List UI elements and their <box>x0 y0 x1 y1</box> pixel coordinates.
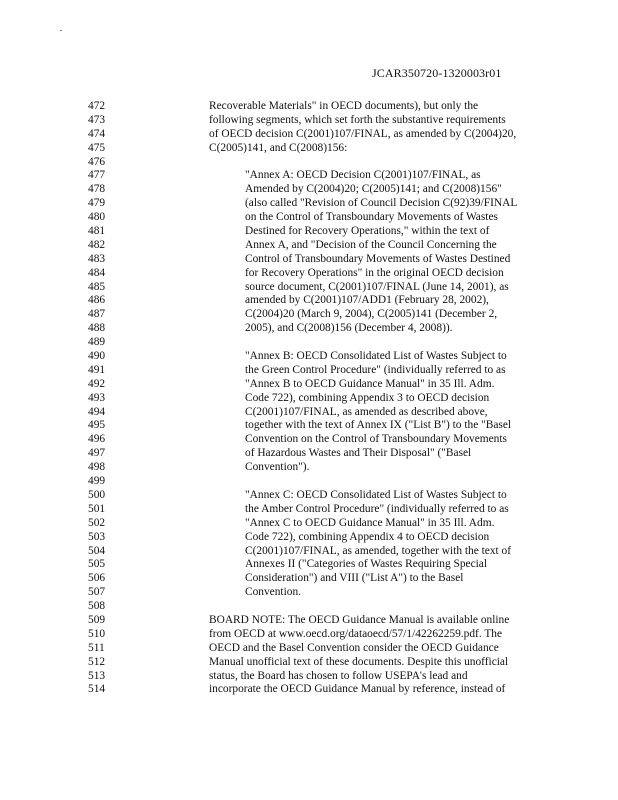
text-line <box>0 183 618 197</box>
line-text: the Green Control Procedure" (individually referred to as <box>245 363 506 376</box>
text-line <box>0 475 618 489</box>
text-line <box>0 308 618 322</box>
text-line <box>0 419 618 433</box>
line-number: 489 <box>88 336 106 349</box>
text-line <box>0 211 618 225</box>
line-number: 507 <box>88 586 106 599</box>
line-number: 500 <box>88 488 106 501</box>
line-text: Recoverable Materials" in OECD documents), but only the <box>209 100 479 112</box>
line-number: 482 <box>88 238 106 251</box>
text-line <box>0 558 618 572</box>
line-text: amended by C(2001)107/ADD1 (February 28, 2002), <box>245 294 489 307</box>
text-line <box>0 392 618 406</box>
line-number: 479 <box>88 197 106 210</box>
line-number: 508 <box>88 600 106 613</box>
line-number: 502 <box>88 516 106 529</box>
text-line <box>0 378 618 392</box>
line-text: of OECD decision C(2001)107/FINAL, as amended by C(2004)20, <box>209 127 517 140</box>
line-number: 488 <box>88 322 106 335</box>
line-text: C(2005)141, and C(2008)156: <box>209 141 348 154</box>
line-number: 485 <box>88 280 106 293</box>
line-text: for Recovery Operations" in the original OECD decision <box>245 266 504 279</box>
text-line <box>0 322 618 336</box>
text-line <box>0 197 618 211</box>
line-text: following segments, which set forth the substantive requirements <box>209 113 506 126</box>
text-line <box>0 156 618 170</box>
line-text: Annex A, and "Decision of the Council Concerning the <box>245 238 497 251</box>
line-text: on the Control of Transboundary Movements of Wastes <box>245 211 498 224</box>
scan-speck <box>60 30 62 31</box>
line-number: 487 <box>88 308 106 321</box>
text-line <box>0 336 618 350</box>
text-line <box>0 142 618 156</box>
line-number: 480 <box>88 211 106 224</box>
line-text: Annexes II ("Categories of Wastes Requiring Special <box>245 558 488 571</box>
line-text: "Annex B to OECD Guidance Manual" in 35 Ill. Adm. <box>245 377 495 390</box>
line-text: OECD and the Basel Convention consider the OECD Guidance <box>209 641 499 654</box>
line-text: Manual unofficial text of these documents. Despite this unofficial <box>209 655 509 668</box>
line-text: "Annex C to OECD Guidance Manual" in 35 Ill. Adm. <box>245 516 495 529</box>
text-line <box>0 600 618 614</box>
line-number: 481 <box>88 225 106 238</box>
text-line <box>0 281 618 295</box>
line-text: (also called "Revision of Council Decision C(92)39/FINAL <box>245 197 518 210</box>
line-number: 474 <box>88 127 106 140</box>
line-text: from OECD at www.oecd.org/dataoecd/57/1/42262259.pdf. The <box>209 627 503 640</box>
line-number: 501 <box>88 502 106 515</box>
line-text: Amended by C(2004)20; C(2005)141; and C(2008)156" <box>245 183 502 196</box>
line-text: of Hazardous Wastes and Their Disposal" ("Basel <box>245 447 472 460</box>
text-line <box>0 656 618 670</box>
line-number: 509 <box>88 613 106 626</box>
line-text: "Annex B: OECD Consolidated List of Wastes Subject to <box>245 350 507 363</box>
line-number: 498 <box>88 461 106 474</box>
line-number: 491 <box>88 363 106 376</box>
line-number: 475 <box>88 141 106 154</box>
line-text: BOARD NOTE: The OECD Guidance Manual is available online <box>209 613 510 626</box>
text-line <box>0 350 618 364</box>
text-line <box>0 406 618 420</box>
document-id-header: JCAR350720-1320003r01 <box>372 66 502 80</box>
text-line <box>0 114 618 128</box>
text-line <box>0 433 618 447</box>
numbered-text-body <box>0 100 618 697</box>
text-line <box>0 239 618 253</box>
text-line <box>0 267 618 281</box>
line-text: C(2004)20 (March 9, 2004), C(2005)141 (December 2, <box>245 308 498 321</box>
text-line <box>0 683 618 697</box>
line-text: "Annex C: OECD Consolidated List of Wastes Subject to <box>245 488 507 501</box>
line-text: C(2001)107/FINAL, as amended, together with the text of <box>245 544 512 557</box>
line-number: 483 <box>88 252 106 265</box>
line-text: together with the text of Annex IX ("List B") to the "Basel <box>245 419 512 432</box>
text-line <box>0 128 618 142</box>
line-number: 476 <box>88 155 106 168</box>
text-line <box>0 489 618 503</box>
line-number: 503 <box>88 530 106 543</box>
line-text: Control of Transboundary Movements of Wastes Destined <box>245 252 511 265</box>
text-line <box>0 447 618 461</box>
line-number: 513 <box>88 669 106 682</box>
line-number: 484 <box>88 266 106 279</box>
line-text: the Amber Control Procedure" (individually referred to as <box>245 502 509 515</box>
line-number: 497 <box>88 447 106 460</box>
line-text: Convention on the Control of Transboundary Movements <box>245 433 507 446</box>
text-line <box>0 628 618 642</box>
line-number: 473 <box>88 113 106 126</box>
line-number: 511 <box>88 641 105 654</box>
line-number: 495 <box>88 419 106 432</box>
line-text: Convention"). <box>245 461 310 474</box>
text-line <box>0 225 618 239</box>
text-line <box>0 100 618 114</box>
text-line <box>0 364 618 378</box>
line-number: 514 <box>88 683 106 696</box>
line-number: 512 <box>88 655 106 668</box>
line-number: 510 <box>88 627 106 640</box>
line-number: 505 <box>88 558 106 571</box>
text-line <box>0 503 618 517</box>
text-line <box>0 531 618 545</box>
line-number: 490 <box>88 350 106 363</box>
text-line <box>0 517 618 531</box>
line-number: 472 <box>88 100 106 112</box>
line-text: Destined for Recovery Operations," within the text of <box>245 225 490 238</box>
text-line <box>0 253 618 267</box>
line-text: Code 722), combining Appendix 4 to OECD decision <box>245 530 490 543</box>
line-text: C(2001)107/FINAL, as amended as described above, <box>245 405 488 418</box>
line-text: incorporate the OECD Guidance Manual by reference, instead of <box>209 683 506 696</box>
line-text: "Annex A: OECD Decision C(2001)107/FINAL, as <box>245 169 481 182</box>
line-number: 493 <box>88 391 106 404</box>
line-text: Consideration") and VIII ("List A") to the Basel <box>245 572 464 585</box>
text-line <box>0 461 618 475</box>
text-line <box>0 545 618 559</box>
line-number: 486 <box>88 294 106 307</box>
text-line <box>0 670 618 684</box>
text-line <box>0 169 618 183</box>
line-text: Convention. <box>245 586 302 599</box>
line-text: status, the Board has chosen to follow USEPA's lead and <box>209 669 468 682</box>
line-number: 504 <box>88 544 106 557</box>
line-number: 499 <box>88 475 106 488</box>
line-number: 496 <box>88 433 106 446</box>
line-text: 2005), and C(2008)156 (December 4, 2008)). <box>245 322 453 335</box>
text-line <box>0 642 618 656</box>
text-line <box>0 294 618 308</box>
text-line <box>0 586 618 600</box>
line-number: 494 <box>88 405 106 418</box>
line-number: 477 <box>88 169 106 182</box>
line-text: Code 722), combining Appendix 3 to OECD decision <box>245 391 490 404</box>
text-line <box>0 572 618 586</box>
line-number: 492 <box>88 377 106 390</box>
line-number: 506 <box>88 572 106 585</box>
line-number: 478 <box>88 183 106 196</box>
text-line <box>0 614 618 628</box>
line-text: source document, C(2001)107/FINAL (June 14, 2001), as <box>245 280 509 293</box>
